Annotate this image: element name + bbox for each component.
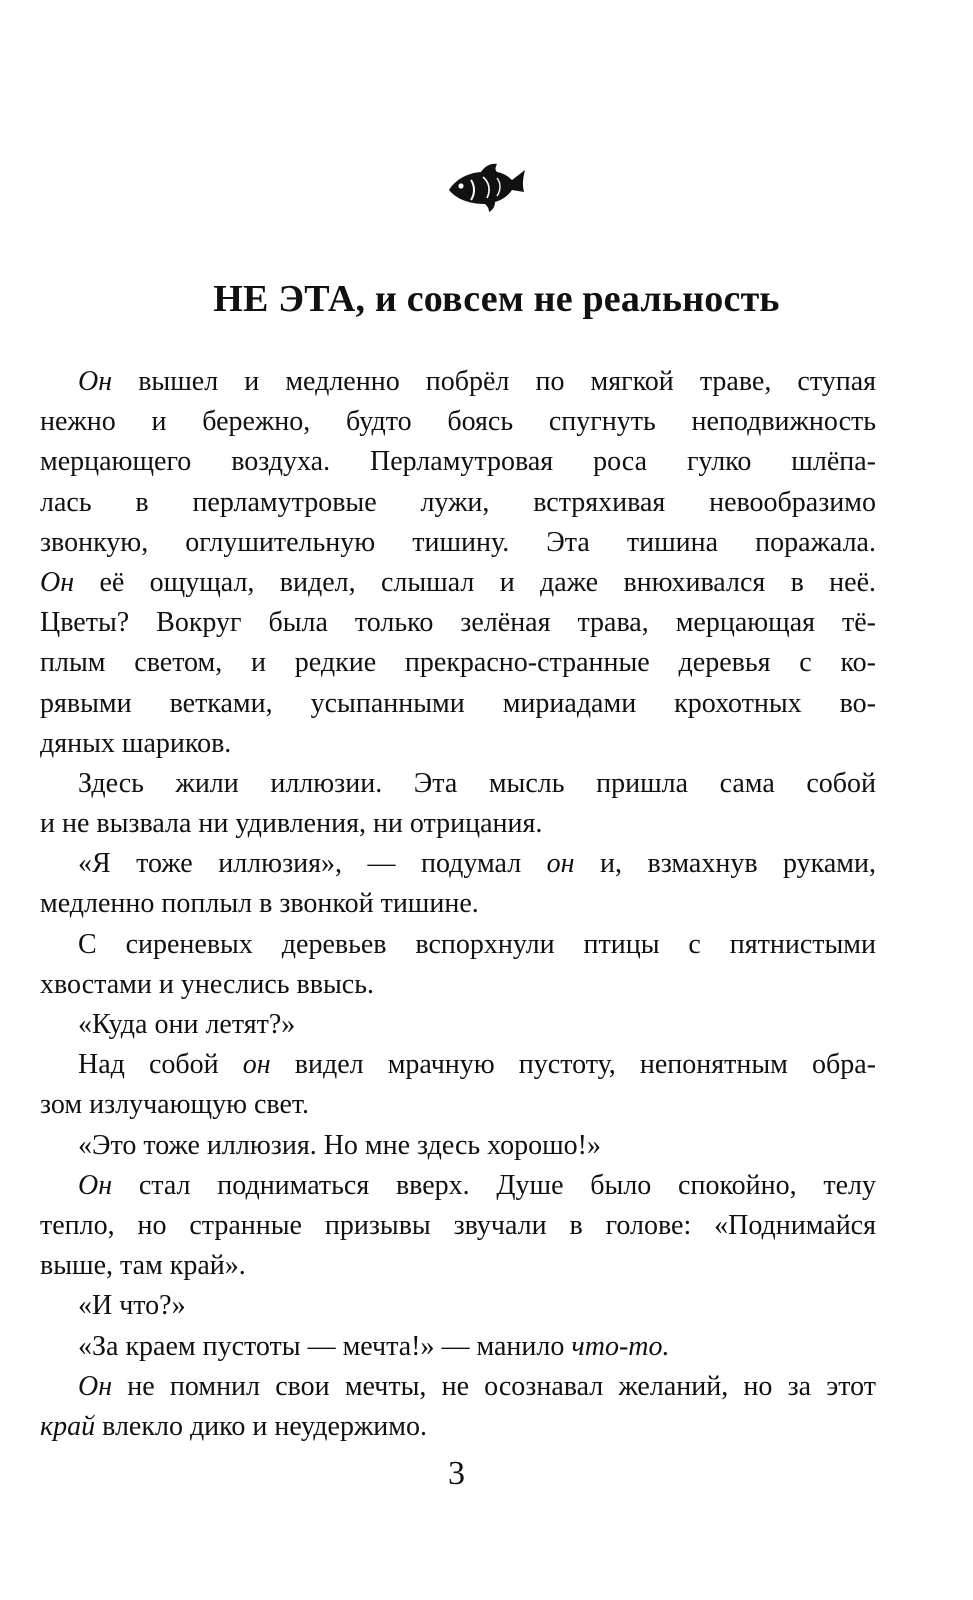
text-run: лась в перламутровые лужи, встряхивая невообразимо: [40, 486, 876, 518]
text-run: Здесь жили иллюзии. Эта мысль пришла сама собой: [78, 767, 876, 799]
text-line: [40, 1085, 876, 1125]
text-run: зом излучающую свет.: [40, 1089, 310, 1121]
text-line: [40, 402, 876, 442]
text-run: видел мрачную пустоту, непонятным обра-: [270, 1049, 876, 1081]
text-run: «За краем пустоты — мечта!» — манило: [78, 1330, 572, 1362]
fish-icon: [445, 160, 529, 216]
text-run: дяных шариков.: [40, 727, 232, 759]
text-line: [40, 442, 876, 482]
text-run: медленно поплыл в звонкой тишине.: [40, 888, 479, 920]
text-line: [40, 1327, 876, 1367]
italic-text: он: [546, 848, 575, 880]
page-number: 3: [448, 1455, 465, 1492]
italic-text: Он: [78, 1370, 113, 1402]
text-run: и, взмахнув руками,: [574, 848, 876, 880]
text-line: [40, 643, 876, 683]
text-run: влекло дико и неудержимо.: [95, 1410, 428, 1442]
text-run: «И что?»: [78, 1290, 186, 1322]
text-run: вышел и медленно побрёл по мягкой траве, ступая: [112, 366, 876, 397]
text-line: [40, 724, 876, 764]
text-line: [40, 523, 876, 563]
text-run: тепло, но странные призывы звучали в голове: «Поднимайся: [40, 1209, 876, 1241]
italic-text: Он: [40, 566, 75, 598]
text-line: [40, 1045, 876, 1085]
italic-text: край: [40, 1410, 96, 1442]
text-run: звонкую, оглушительную тишину. Эта тишина поражала.: [40, 526, 876, 558]
chapter-title: НЕ ЭТА, и совсем не реальность: [213, 278, 780, 320]
text-run: «Куда они летят?»: [78, 1009, 296, 1040]
text-run: «Это тоже иллюзия. Но мне здесь хорошо!»: [78, 1129, 601, 1161]
text-run: плым светом, и редкие прекрасно-странные деревья с ко-: [40, 647, 876, 679]
text-line: [40, 684, 876, 724]
text-line: [40, 1206, 876, 1246]
text-line: [40, 1126, 876, 1166]
text-run: С сиреневых деревьев вспорхнули птицы с пятнистыми: [78, 928, 876, 960]
text-line: [40, 1005, 876, 1045]
text-run: стал подниматься вверх. Душе было спокойно, телу: [112, 1169, 876, 1201]
text-run: рявыми ветками, усыпанными мириадами крохотных во-: [40, 687, 876, 719]
text-line: [40, 804, 876, 844]
text-line: [40, 1367, 876, 1407]
text-line: [40, 925, 876, 965]
text-run: Над собой: [78, 1049, 243, 1081]
italic-text: что-то.: [571, 1330, 670, 1362]
text-line: [40, 1286, 876, 1326]
text-line: [40, 483, 876, 523]
text-run: нежно и бережно, будто боясь спугнуть неподвижность: [40, 406, 876, 438]
text-line: [40, 563, 876, 603]
text-run: не помнил свои мечты, не осознавал желаний, но за этот: [112, 1370, 876, 1402]
text-line: [40, 884, 876, 924]
text-run: мерцающего воздуха. Перламутровая роса гулко шлёпа-: [40, 446, 876, 478]
italic-text: он: [242, 1049, 271, 1081]
chapter-ornament: [0, 160, 973, 220]
text-line: [40, 603, 876, 643]
text-run: и не вызвала ни удивления, ни отрицания.: [40, 808, 543, 840]
text-line: [40, 362, 876, 402]
text-run: «Я тоже иллюзия», — подумал: [78, 848, 547, 880]
text-line: [40, 1407, 876, 1447]
text-line: [40, 844, 876, 884]
text-line: [40, 1246, 876, 1286]
italic-text: Он: [78, 1169, 113, 1201]
text-line: [40, 764, 876, 804]
text-run: Цветы? Вокруг была только зелёная трава, мерцающая тё-: [40, 607, 876, 639]
italic-text: Он: [78, 366, 113, 397]
body-text: [40, 362, 876, 1447]
text-line: [40, 1166, 876, 1206]
text-run: хвостами и унеслись ввысь.: [40, 968, 374, 1000]
text-line: [40, 965, 876, 1005]
text-run: её ощущал, видел, слышал и даже внюхивался в неё.: [74, 566, 876, 598]
text-run: выше, там край».: [40, 1250, 246, 1282]
